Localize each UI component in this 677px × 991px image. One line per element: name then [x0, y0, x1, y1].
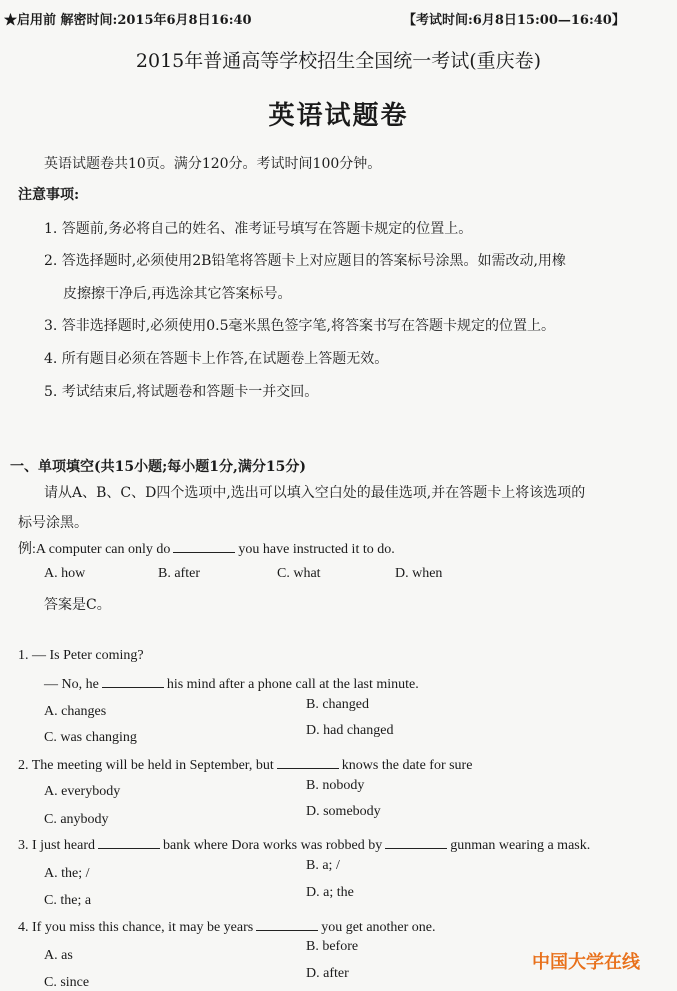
option: D. a; the: [306, 885, 354, 900]
option: B. changed: [306, 697, 369, 712]
option: C. what: [277, 566, 321, 581]
note-item: 5. 考试结束后,将试题卷和答题卡一并交回。: [44, 384, 319, 400]
question-stem-part: knows the date for sure: [341, 758, 473, 773]
question-stem: 1. — Is Peter coming?: [18, 648, 144, 663]
note-item: 4. 所有题目必须在答题卡上作答,在试题卷上答题无效。: [44, 351, 389, 367]
option: B. after: [158, 566, 200, 581]
answer-blank: [98, 836, 160, 849]
answer-blank: [173, 540, 235, 553]
example-stem-part: A computer can only do: [35, 542, 171, 557]
question-stem-part: 3. I just heard: [18, 838, 95, 853]
option: C. was changing: [44, 730, 137, 745]
option: B. before: [306, 939, 359, 954]
question-stem-part: gunman wearing a mask.: [450, 838, 591, 853]
option: A. as: [44, 948, 73, 963]
example-prefix: 例:: [18, 542, 36, 557]
header-exam-time: 【考试时间:6月8日15:00—16:40】: [403, 13, 625, 28]
intro-text: 英语试题卷共10页。满分120分。考试时间100分钟。: [44, 156, 382, 172]
option: D. after: [306, 966, 349, 981]
option: D. had changed: [306, 723, 394, 738]
answer-blank: [102, 675, 164, 688]
question-stem-part: his mind after a phone call at the last minute.: [166, 677, 419, 692]
question-stem: [18, 836, 590, 854]
option: C. anybody: [44, 812, 109, 827]
question-stem: [18, 918, 436, 936]
question-stem-part: you get another one.: [321, 920, 436, 935]
section-instruction: 请从A、B、C、D四个选项中,选出可以填入空白处的最佳选项,并在答题卡上将该选项的: [44, 485, 586, 501]
option: A. how: [44, 566, 86, 581]
option: A. everybody: [44, 784, 121, 799]
exam-title: 2015年普通高等学校招生全国统一考试(重庆卷): [135, 50, 542, 72]
question-stem: [44, 675, 419, 693]
option: A. changes: [44, 704, 107, 719]
site-watermark: 中国大学在线: [532, 952, 640, 973]
header-release-info: ★启用前 解密时间:2015年6月8日16:40: [4, 13, 252, 28]
section-instruction-continued: 标号涂黑。: [18, 515, 88, 531]
question-stem-part: — No, he: [44, 677, 99, 692]
option: A. the; /: [44, 866, 90, 881]
note-item: 2. 答选择题时,必须使用2B铅笔将答题卡上对应题目的答案标号涂黑。如需改动,用橡: [44, 253, 566, 269]
note-item: 1. 答题前,务必将自己的姓名、准考证号填写在答题卡规定的位置上。: [44, 221, 473, 237]
question-stem-part: 2. The meeting will be held in September, but: [18, 758, 274, 773]
note-item-continued: 皮擦擦干净后,再选涂其它答案标号。: [63, 286, 292, 302]
answer-blank: [277, 756, 339, 769]
option: C. the; a: [44, 893, 92, 908]
option: D. when: [395, 566, 443, 581]
option: B. a; /: [306, 858, 340, 873]
paper-title: 英语试题卷: [268, 101, 409, 131]
question-stem-part: 4. If you miss this chance, it may be years: [18, 920, 254, 935]
question-stem-part: bank where Dora works was robbed by: [162, 838, 383, 853]
example-stem: [18, 538, 395, 558]
answer-blank: [385, 836, 447, 849]
option: D. somebody: [306, 804, 381, 819]
option: B. nobody: [306, 778, 365, 793]
example-answer: 答案是C。: [44, 597, 111, 613]
section-title: 一、单项填空(共15小题;每小题1分,满分15分): [10, 459, 306, 475]
option: C. since: [44, 975, 90, 990]
example-stem-part: you have instructed it to do.: [238, 542, 395, 557]
note-item: 3. 答非选择题时,必须使用0.5毫米黑色签字笔,将答案书写在答题卡规定的位置上。: [44, 318, 555, 334]
notes-heading: 注意事项:: [18, 187, 80, 203]
question-stem: [18, 756, 472, 774]
answer-blank: [256, 918, 318, 931]
